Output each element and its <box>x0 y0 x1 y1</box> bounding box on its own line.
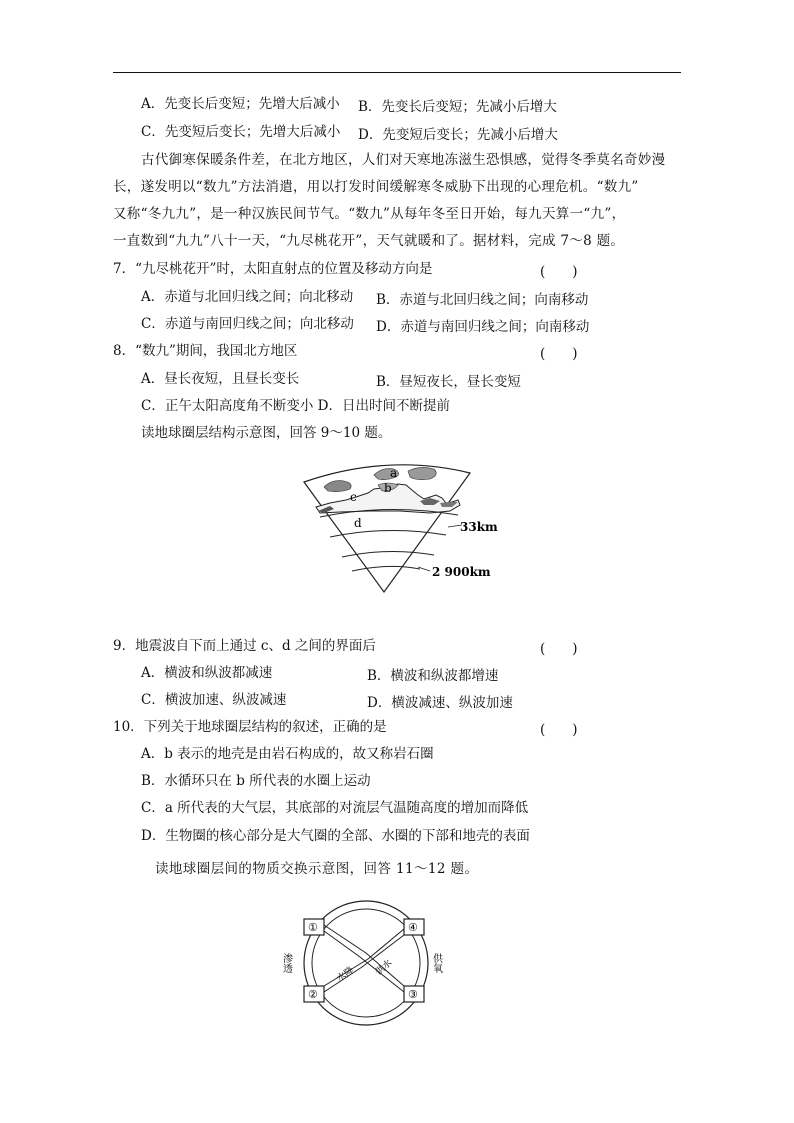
label-a: a <box>390 466 398 480</box>
q10-option-b: B．水循环只在 b 所代表的水圈上运动 <box>141 773 371 789</box>
q7-option-d: D．赤道与南回归线之间；向南移动 <box>376 319 590 335</box>
q7-answer-paren: ( ) <box>540 264 578 280</box>
prev-option-a: A．先变长后变短；先增大后减小 <box>141 96 340 112</box>
q10-option-a: A．b 表示的地壳是由岩石构成的，故又称岩石圈 <box>141 746 434 762</box>
passage-line-3: 又称“冬九九”，是一种汉族民间节气。“数九”从每年冬至日开始，每九天算一“九”， <box>113 206 626 222</box>
q7-option-a: A．赤道与北回归线之间；向北移动 <box>141 289 354 305</box>
depth-33km: 33km <box>460 520 498 534</box>
passage-line-1: 古代御寒保暖条件差，在北方地区，人们对天寒地冻滋生恐惧感，觉得冬季莫名奇妙漫 <box>141 152 666 168</box>
q10-answer-paren: ( ) <box>540 722 578 738</box>
q10-option-c: C．a 所代表的大气层，其底部的对流层气温随高度的增加而降低 <box>141 800 529 816</box>
prev-option-b: B．先变长后变短；先减小后增大 <box>358 99 557 115</box>
q7-option-b: B．赤道与北回归线之间；向南移动 <box>376 292 589 308</box>
q7-stem: 7．“九尽桃花开”时，太阳直射点的位置及移动方向是 <box>113 261 433 277</box>
sphere-exchange-diagram <box>282 893 452 1029</box>
prev-option-d: D．先变短后变长；先减小后增大 <box>358 127 558 143</box>
q8-stem: 8．“数九”期间，我国北方地区 <box>113 343 298 359</box>
q8-option-cd: C．正午太阳高度角不断变小 D．日出时间不断提前 <box>141 398 450 414</box>
intro-9-10: 读地球圈层结构示意图，回答 9～10 题。 <box>141 425 392 441</box>
depth-2900km: 2 900km <box>432 565 491 579</box>
passage-line-2: 长，遂发明以“数九”方法消遣，用以打发时间缓解寒冬威胁下出现的心理危机。“数九” <box>113 179 639 195</box>
q9-option-c: C．横波加速、纵波减速 <box>141 692 287 708</box>
box-4: ④ <box>408 921 418 934</box>
center-label-water-supply: 供水 <box>373 958 395 978</box>
label-c: c <box>350 490 357 504</box>
q8-answer-paren: ( ) <box>540 346 578 362</box>
label-b: b <box>384 481 392 495</box>
header-rule <box>113 72 681 73</box>
q9-option-d: D．横波减速、纵波加速 <box>367 695 513 711</box>
box-3: ③ <box>408 988 418 1001</box>
prev-option-c: C．先变短后变长；先增大后减小 <box>141 124 341 140</box>
label-d: d <box>354 516 362 530</box>
q9-answer-paren: ( ) <box>540 641 578 657</box>
q9-stem: 9．地震波自下而上通过 c、d 之间的界面后 <box>113 638 376 654</box>
box-2: ② <box>308 988 318 1001</box>
passage-line-4: 一直数到“九九”八十一天，“九尽桃花开”，天气就暖和了。据材料，完成 7～8 题。 <box>113 233 625 249</box>
center-label-precip: 水降 <box>335 965 356 985</box>
left-label-seepage: 渗透 <box>280 953 292 973</box>
q7-option-c: C．赤道与南回归线之间；向北移动 <box>141 316 354 332</box>
q8-option-a: A．昼长夜短，且昼长变长 <box>141 371 300 387</box>
earth-layer-diagram <box>290 455 510 595</box>
q9-option-b: B．横波和纵波都增速 <box>367 668 499 684</box>
box-1: ① <box>308 921 318 934</box>
q10-option-d: D．生物圈的核心部分是大气圈的全部、水圈的下部和地壳的表面 <box>141 828 530 844</box>
q8-option-b: B．昼短夜长，昼长变短 <box>376 374 521 390</box>
intro-11-12: 读地球圈层间的物质交换示意图，回答 11～12 题。 <box>155 861 479 877</box>
q10-stem: 10．下列关于地球圈层结构的叙述，正确的是 <box>113 719 387 735</box>
q9-option-a: A．横波和纵波都减速 <box>141 665 273 681</box>
right-label-oxygen: 供氧 <box>430 953 442 973</box>
